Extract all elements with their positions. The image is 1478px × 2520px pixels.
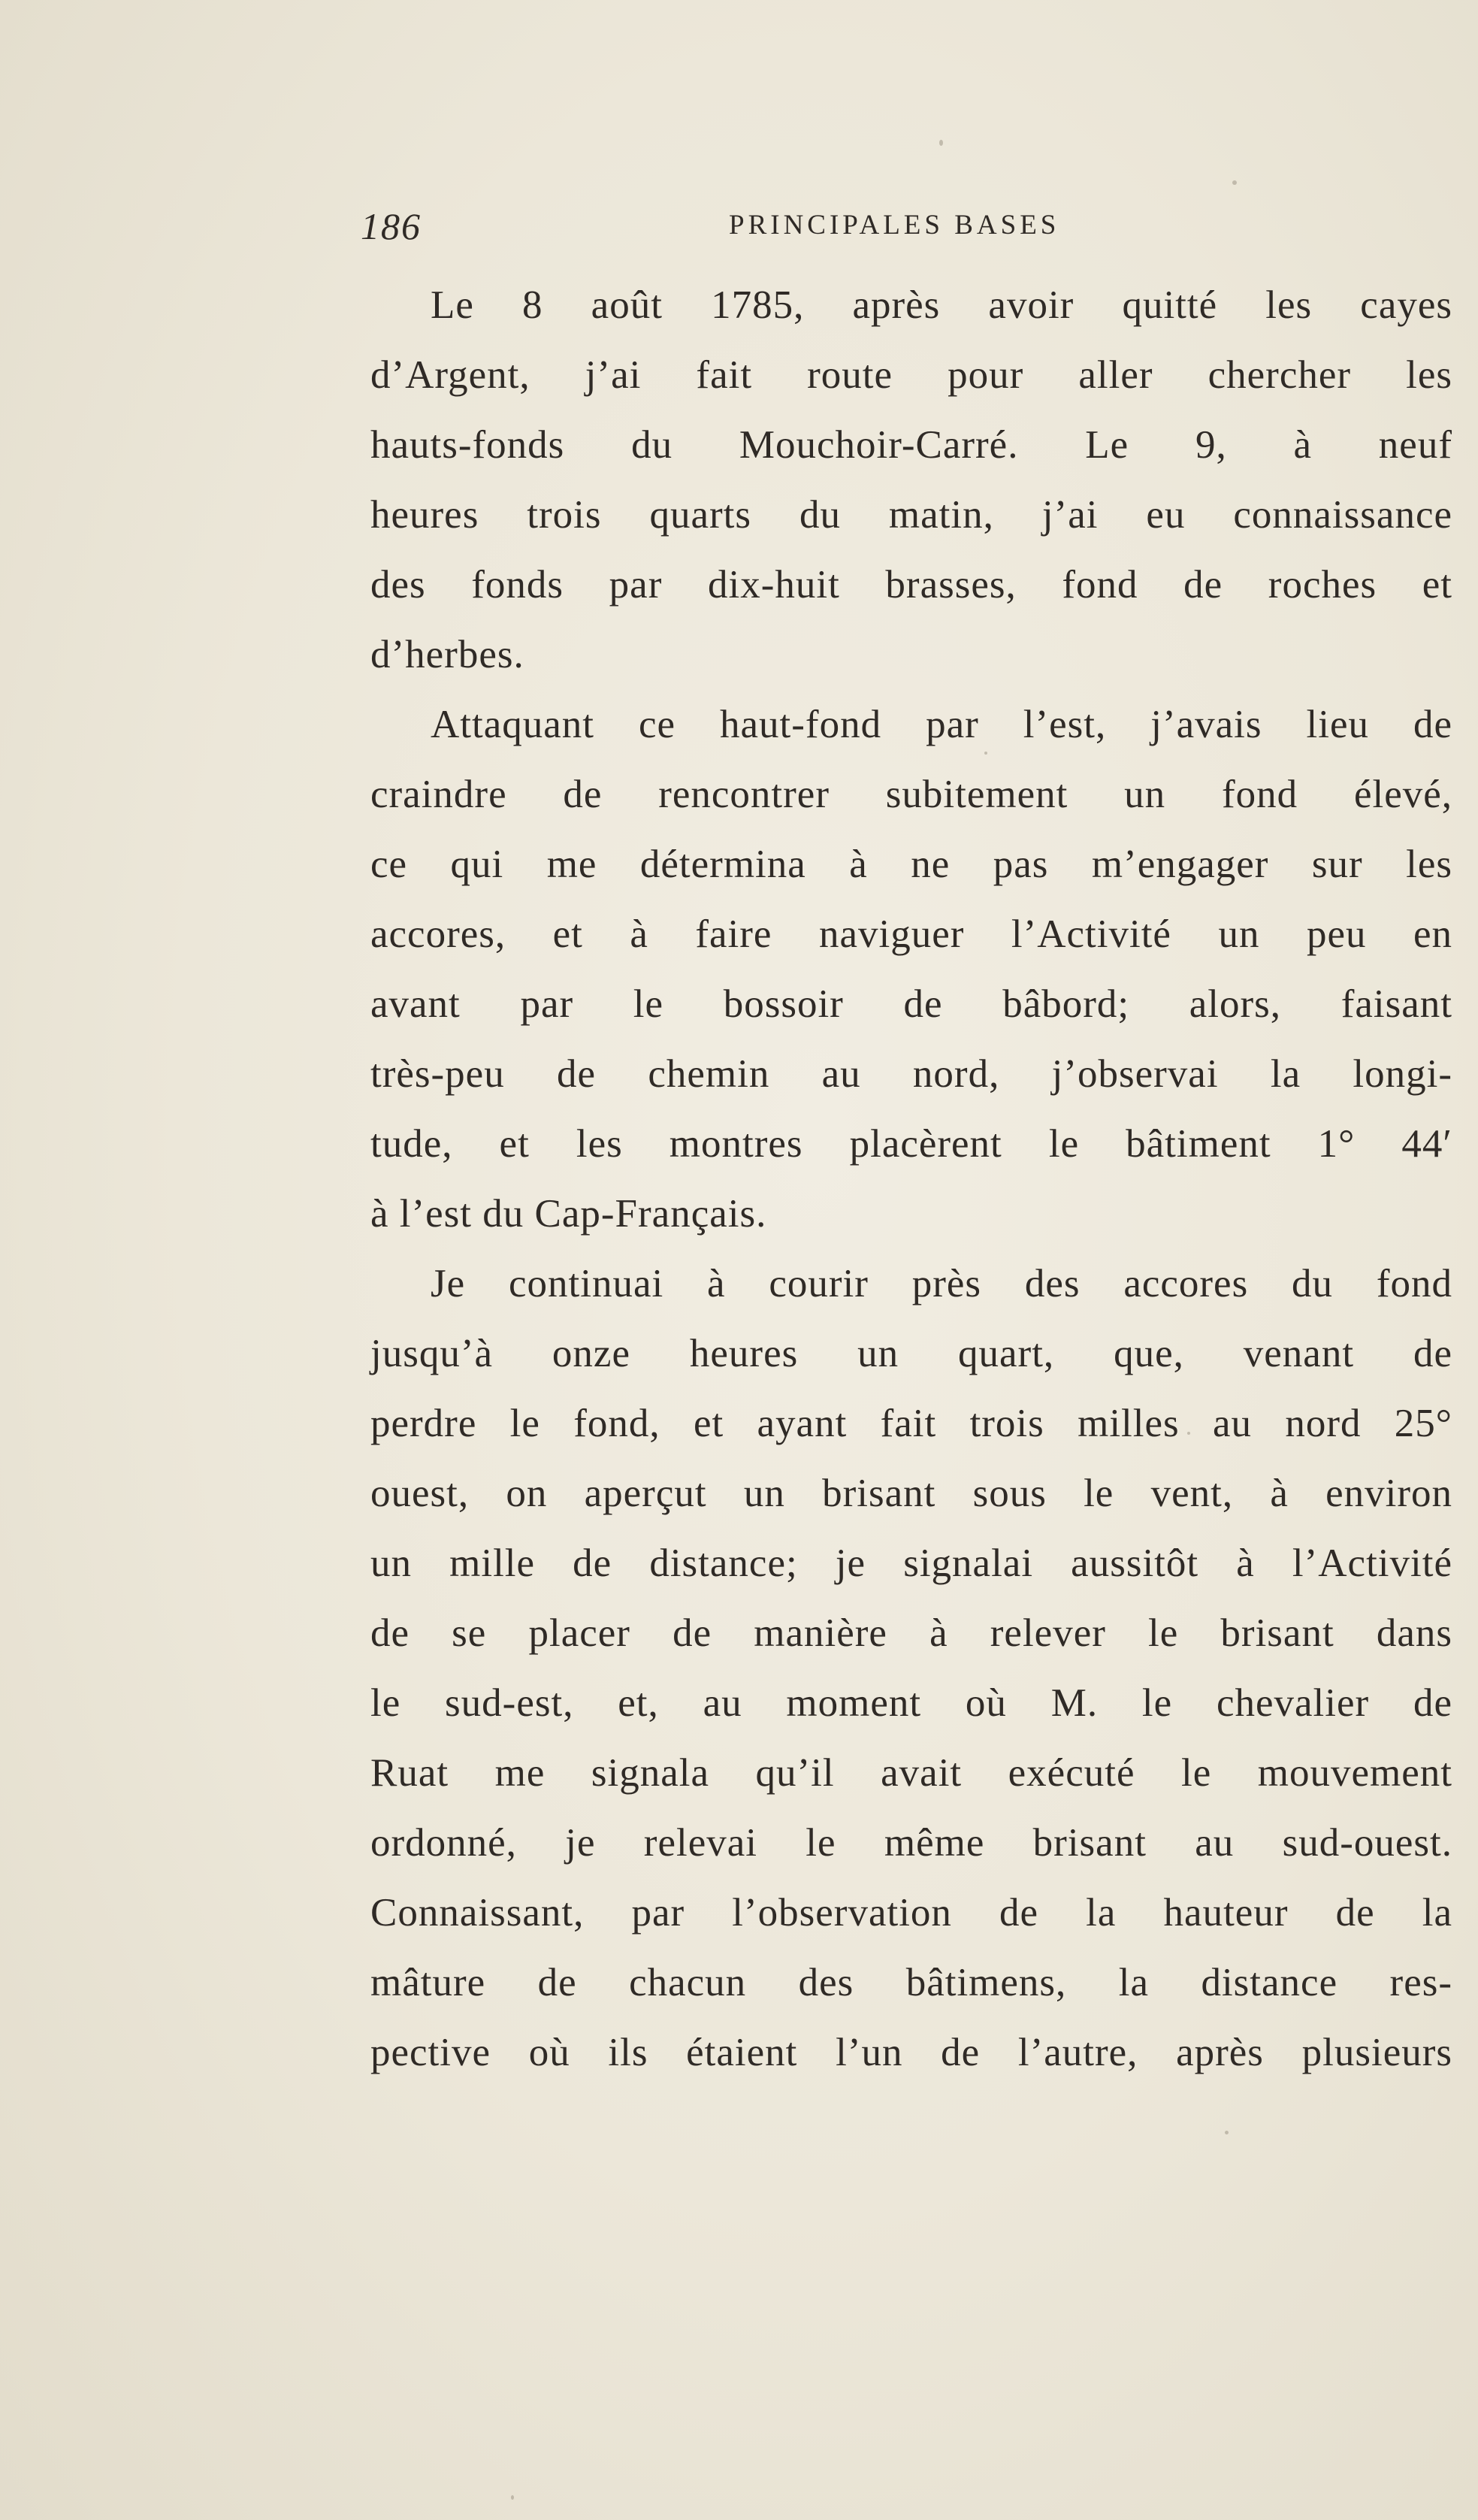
text-line: Connaissant, par l’observation de la hauteur de la bbox=[370, 1891, 1452, 1935]
page-number: 186 bbox=[361, 205, 422, 247]
text-line: ce qui me détermina à ne pas m’engager sur les bbox=[370, 843, 1452, 886]
text-line: avant par le bossoir de bâbord; alors, faisant bbox=[370, 982, 1452, 1026]
running-head: PRINCIPALES BASES bbox=[729, 210, 1060, 241]
text-line: à l’est du Cap-Français. bbox=[370, 1192, 767, 1236]
text-line: un mille de distance; je signalai aussitôt à l’Activité bbox=[370, 1541, 1452, 1585]
page-header bbox=[361, 204, 1127, 257]
paper-speck bbox=[1225, 2131, 1229, 2134]
text-line: accores, et à faire naviguer l’Activité un peu en bbox=[370, 912, 1452, 956]
text-line: hauts-fonds du Mouchoir-Carré. Le 9, à neuf bbox=[370, 423, 1452, 467]
text-line: perdre le fond, et ayant fait trois milles au nord 25° bbox=[370, 1402, 1452, 1445]
text-line: pective où ils étaient l’un de l’autre, après plusieurs bbox=[370, 2031, 1452, 2074]
text-line: ordonné, je relevai le même brisant au sud-ouest. bbox=[370, 1821, 1452, 1865]
text-line: le sud-est, et, au moment où M. le chevalier de bbox=[370, 1681, 1452, 1725]
paper-speck bbox=[1232, 180, 1237, 185]
paragraph bbox=[370, 271, 1452, 690]
text-line: très-peu de chemin au nord, j’observai la longi- bbox=[370, 1052, 1452, 1096]
text-line: d’herbes. bbox=[370, 633, 524, 676]
text-line: Le 8 août 1785, après avoir quitté les cayes bbox=[431, 283, 1452, 327]
paragraph bbox=[370, 690, 1452, 1249]
paragraph bbox=[370, 1249, 1452, 2088]
text-line: tude, et les montres placèrent le bâtiment 1° 44′ bbox=[370, 1122, 1452, 1166]
text-line: des fonds par dix-huit brasses, fond de roches et bbox=[370, 563, 1452, 607]
text-line: craindre de rencontrer subitement un fond élevé, bbox=[370, 773, 1452, 816]
paper-speck bbox=[511, 2495, 514, 2500]
body-text bbox=[370, 271, 1452, 2088]
text-line: mâture de chacun des bâtimens, la distance res- bbox=[370, 1961, 1452, 2004]
text-line: jusqu’à onze heures un quart, que, venant de bbox=[370, 1332, 1452, 1375]
paper-speck bbox=[939, 140, 943, 146]
text-line: Ruat me signala qu’il avait exécuté le mouvement bbox=[370, 1751, 1452, 1795]
text-line: ouest, on aperçut un brisant sous le vent, à environ bbox=[370, 1472, 1452, 1515]
text-line: Attaquant ce haut-fond par l’est, j’avais lieu de bbox=[431, 703, 1452, 746]
text-line: de se placer de manière à relever le brisant dans bbox=[370, 1611, 1452, 1655]
text-line: Je continuai à courir près des accores du fond bbox=[431, 1262, 1452, 1305]
text-line: d’Argent, j’ai fait route pour aller chercher les bbox=[370, 353, 1452, 397]
text-line: heures trois quarts du matin, j’ai eu connaissance bbox=[370, 493, 1452, 537]
